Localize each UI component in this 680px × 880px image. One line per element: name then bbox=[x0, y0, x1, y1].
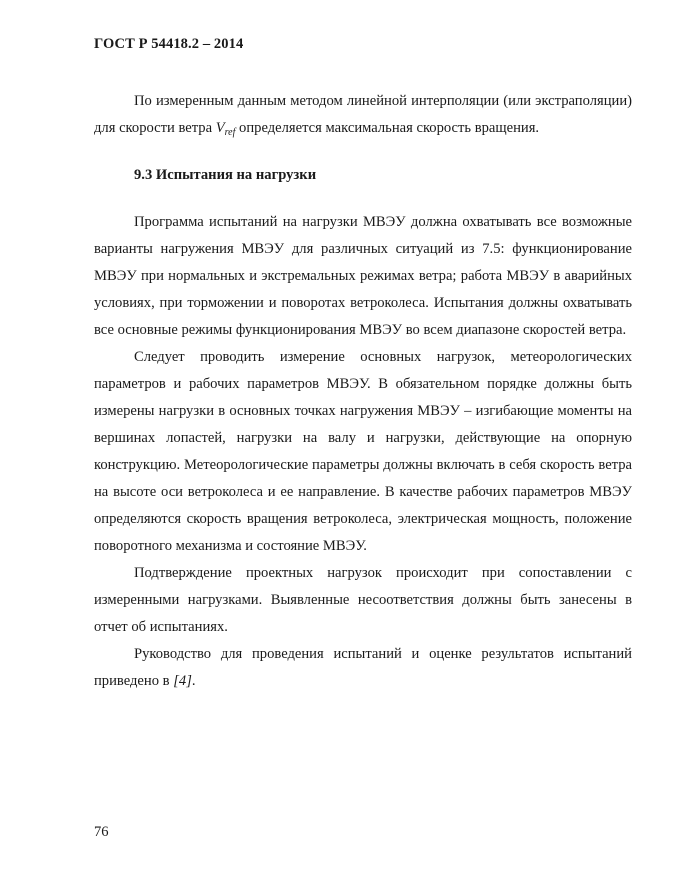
body-paragraph-3: Подтверждение проектных нагрузок происходит при сопоставлении с измеренными нагрузками. Выявленные несоответствия должны быть занесены в отчет об испытаниях. bbox=[94, 565, 632, 635]
last-text-after: . bbox=[191, 673, 196, 689]
body-paragraph-4 bbox=[94, 641, 632, 695]
vref-symbol: $V_{ref}$ bbox=[215, 120, 236, 138]
intro-text-before: По измеренным данным методом линейной интерполяции (или экстраполяции) для скорости ветра bbox=[94, 93, 632, 136]
intro-paragraph bbox=[94, 88, 632, 142]
bibliography-reference: [4] bbox=[173, 673, 192, 689]
document-header: ГОСТ Р 54418.2 – 2014 bbox=[94, 36, 244, 52]
body-paragraph-1: Программа испытаний на нагрузки МВЭУ должна охватывать все возможные варианты нагружения МВЭУ для различных ситуаций из 7.5: функционирование МВЭУ при нормальных и экстремальных режимах ветра; работа МВЭУ в аварийных условиях, при торможении и поворотах ветроколеса. Испытания должны охватывать все основные режимы функционирования МВЭУ во всем диапазоне скоростей ветра. bbox=[94, 214, 632, 338]
intro-text-after: определяется максимальная скорость вращения. bbox=[235, 120, 540, 136]
page-number: 76 bbox=[94, 824, 109, 840]
last-text-before: Руководство для проведения испытаний и оценке результатов испытаний приведено в bbox=[94, 646, 632, 689]
page-content bbox=[94, 88, 632, 695]
section-heading: 9.3 Испытания на нагрузки bbox=[134, 167, 317, 183]
body-paragraph-2: Следует проводить измерение основных нагрузок, метеорологических параметров и рабочих параметров МВЭУ. В обязательном порядке должны быть измерены нагрузки в основных точках нагружения МВЭУ – изгибающие моменты на вершинах лопастей, нагрузки на валу и нагрузки, действующие на опорную конструкцию. Метеорологические параметры должны включать в себя скорость ветра на высоте оси ветроколеса и ее направление. В качестве рабочих параметров МВЭУ определяются скорость вращения ветроколеса, электрическая мощность, положение поворотного механизма и состояние МВЭУ. bbox=[94, 349, 632, 554]
